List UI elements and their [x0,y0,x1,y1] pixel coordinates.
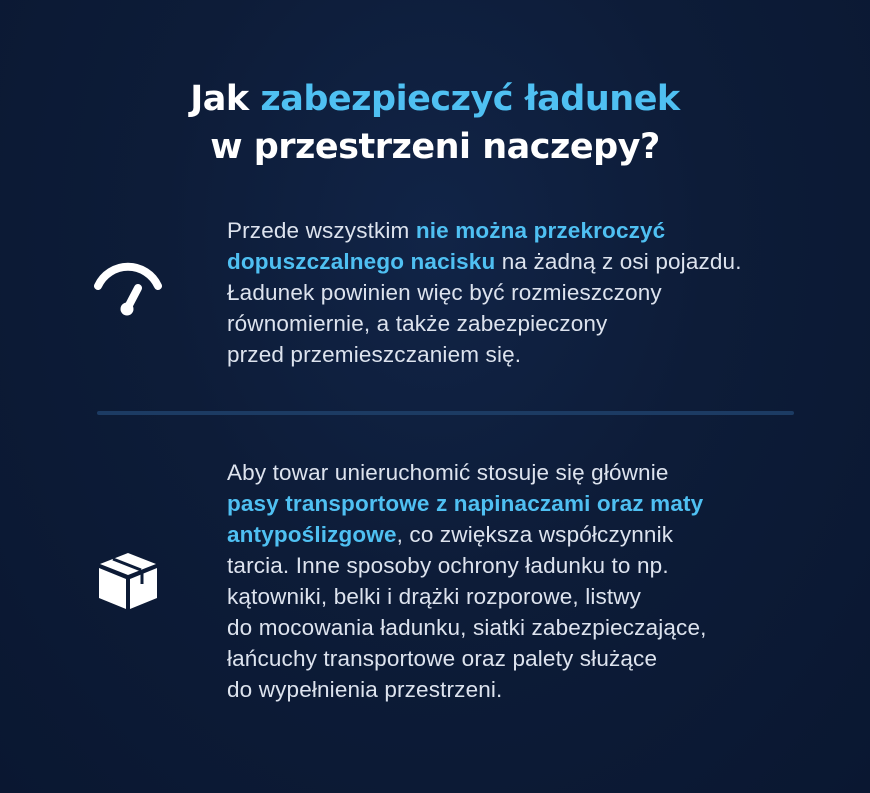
page-title [0,75,870,171]
highlight-text: dopuszczalnego nacisku [227,249,496,274]
text-line: przed przemieszczaniem się. [227,342,522,367]
text-line [227,246,827,277]
section-divider [97,411,794,415]
highlight-text: antypoślizgowe [227,522,397,547]
text-line [227,519,827,550]
text-line: do mocowania ładunku, siatki zabezpieczające, [227,615,707,640]
text-line [227,488,827,519]
box-icon [97,551,159,611]
section-1-text [227,215,827,370]
text-line: kątowniki, belki i drążki rozporowe, listwy [227,584,642,609]
text-span: na żadną z osi pojazdu. [495,249,742,274]
section-2-text [227,457,827,705]
text-span: Przede wszystkim [227,218,416,243]
text-line: Ładunek powinien więc być rozmieszczony [227,280,662,305]
text-line: do wypełnienia przestrzeni. [227,677,503,702]
text-line: Aby towar unieruchomić stosuje się głównie [227,460,669,485]
text-span: , co zwiększa współczynnik [396,522,674,547]
gauge-icon [92,262,164,318]
title-line-1 [0,75,870,123]
text-line: łańcuchy transportowe oraz palety służące [227,646,658,671]
text-line [227,215,827,246]
title-highlight: zabezpieczyć ładunek [260,79,680,120]
title-plain: Jak [190,79,261,120]
text-line: tarcia. Inne sposoby ochrony ładunku to np. [227,553,669,578]
highlight-text: nie można przekroczyć [415,218,666,243]
text-line: równomiernie, a także zabezpieczony [227,311,608,336]
highlight-text: pasy transportowe z napinaczami oraz maty [227,491,704,516]
title-line-2: w przestrzeni naczepy? [210,127,660,168]
